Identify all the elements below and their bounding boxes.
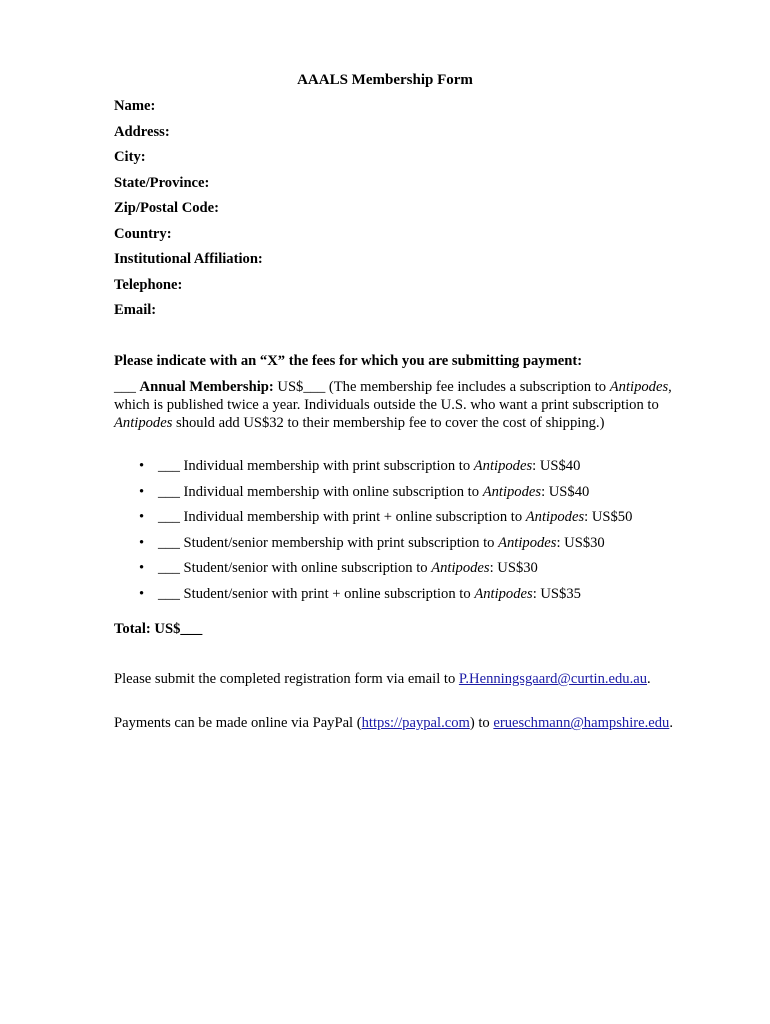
annual-journal-2: Antipodes bbox=[114, 415, 173, 431]
fee-option-journal: Antipodes bbox=[482, 483, 542, 500]
fee-option-price: : US$40 bbox=[532, 458, 581, 474]
fee-option-text bbox=[158, 559, 538, 577]
field-name-label: Name: bbox=[114, 98, 156, 114]
field-country-label: Country: bbox=[114, 226, 172, 242]
fee-option-journal: Antipodes bbox=[474, 585, 533, 602]
submit-text: Please submit the completed registration form via email to bbox=[114, 671, 459, 687]
annual-desc-3: should add US$32 to their membership fee to cover the cost of shipping.) bbox=[172, 415, 605, 431]
fee-option-text bbox=[158, 585, 581, 603]
annual-desc-2: , which is published twice a year. Individuals outside the U.S. who want a print subscription to bbox=[114, 379, 672, 413]
fee-option-journal: Antipodes bbox=[431, 560, 490, 577]
annual-desc-1: (The membership fee includes a subscription to bbox=[328, 379, 610, 395]
fee-option-prefix: ___ Individual membership with print + online subscription to bbox=[158, 509, 526, 526]
pay-text: Payments can be made online via PayPal ( bbox=[114, 715, 362, 731]
form-title: AAALS Membership Form bbox=[297, 72, 473, 88]
bullet-icon: • bbox=[139, 509, 145, 526]
bullet-icon: • bbox=[139, 560, 145, 577]
pay-end: . bbox=[669, 715, 673, 731]
fee-option-text bbox=[158, 483, 589, 501]
annual-blank: ___ bbox=[114, 379, 140, 395]
bullet-icon: • bbox=[139, 458, 145, 474]
fee-option-journal: Antipodes bbox=[473, 458, 533, 474]
fee-option-price: : US$35 bbox=[532, 585, 581, 602]
fee-option-prefix: ___ Individual membership with online subscription to bbox=[158, 483, 483, 500]
fee-option-1 bbox=[0, 483, 770, 509]
pay-mid: ) to bbox=[469, 715, 494, 731]
fee-option-price: : US$40 bbox=[541, 483, 590, 500]
field-city-label: City: bbox=[114, 149, 146, 165]
pay-email-link[interactable]: erueschmann@hampshire.edu bbox=[493, 715, 670, 731]
fee-option-4 bbox=[0, 559, 770, 585]
fee-option-prefix: ___ Individual membership with print subscription to bbox=[158, 458, 474, 474]
fee-option-5 bbox=[0, 585, 770, 611]
fee-option-text bbox=[158, 534, 605, 552]
field-zip-label: Zip/Postal Code: bbox=[114, 200, 219, 216]
total-line: Total: US$___ bbox=[114, 621, 203, 637]
fee-option-3 bbox=[0, 534, 770, 560]
field-affiliation-label: Institutional Affiliation: bbox=[114, 251, 263, 267]
fee-option-journal: Antipodes bbox=[525, 509, 585, 526]
field-email-label: Email: bbox=[114, 302, 157, 318]
annual-journal-1: Antipodes bbox=[609, 379, 669, 395]
bullet-icon: • bbox=[139, 483, 145, 500]
field-address-label: Address: bbox=[114, 124, 170, 140]
fee-option-prefix: ___ Student/senior with online subscription to bbox=[158, 560, 432, 577]
submit-instructions bbox=[114, 670, 674, 688]
fee-option-2 bbox=[0, 508, 770, 534]
paypal-link[interactable]: https://paypal.com bbox=[361, 715, 470, 731]
annual-amount: US$___ bbox=[273, 379, 329, 395]
bullet-icon: • bbox=[139, 534, 145, 551]
annual-label: Annual Membership: bbox=[139, 379, 274, 395]
field-state-label: State/Province: bbox=[114, 175, 210, 191]
submit-end: . bbox=[647, 671, 651, 687]
fee-option-journal: Antipodes bbox=[498, 534, 557, 551]
fee-option-price: : US$30 bbox=[489, 560, 538, 577]
fee-option-prefix: ___ Student/senior membership with print subscription to bbox=[158, 534, 499, 551]
fee-option-prefix: ___ Student/senior with print + online subscription to bbox=[158, 585, 475, 602]
fee-option-text bbox=[158, 508, 632, 526]
fee-option-price: : US$50 bbox=[584, 509, 633, 526]
annual-membership-paragraph bbox=[114, 378, 674, 432]
fee-option-price: : US$30 bbox=[556, 534, 605, 551]
fee-options-list bbox=[0, 457, 770, 611]
payment-instructions bbox=[114, 714, 674, 732]
submit-email-link[interactable]: P.Henningsgaard@curtin.edu.au bbox=[458, 671, 648, 687]
fee-option-0 bbox=[0, 457, 770, 483]
fee-option-text bbox=[158, 457, 580, 475]
fees-instruction: Please indicate with an “X” the fees for which you are submitting payment: bbox=[114, 353, 583, 369]
field-telephone-label: Telephone: bbox=[114, 277, 183, 293]
bullet-icon: • bbox=[139, 585, 145, 602]
